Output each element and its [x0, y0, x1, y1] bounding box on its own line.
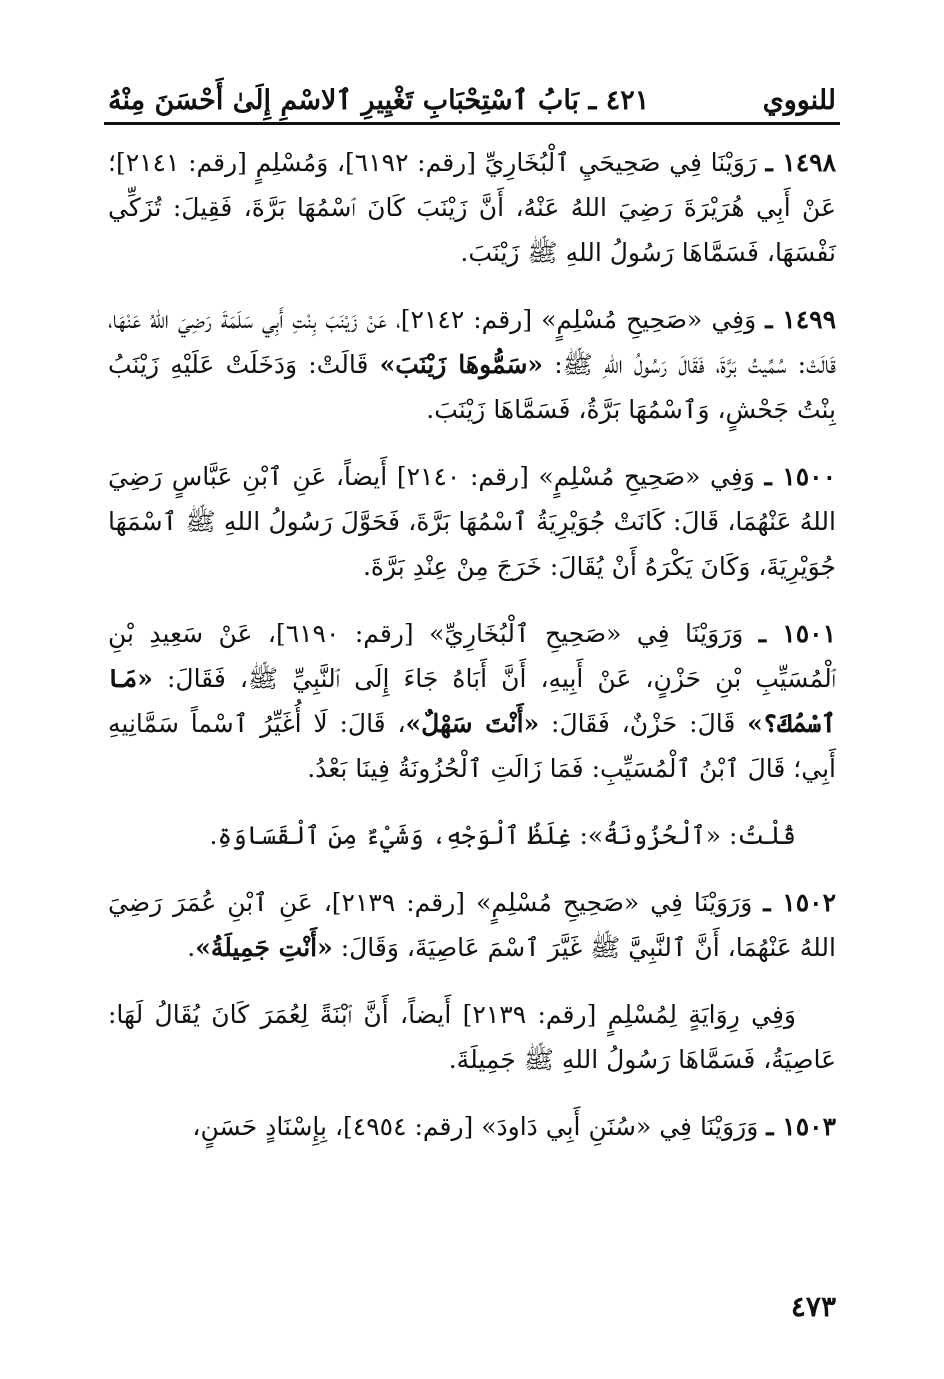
hadith-1501 — [108, 611, 836, 791]
hadith-number: ١٥٠١ ـ — [758, 619, 836, 648]
hadith-1502 — [108, 880, 836, 970]
hadith-text: . — [187, 933, 196, 962]
hadith-text: قَالَتْ: وَدَخَلَتْ عَلَيْهِ زَيْنَبُ بِنْتُ جَحْشٍ، وَٱسْمُهَا بَرَّةُ، فَسَمَّاهَا زَيْنَبَ. — [108, 350, 836, 424]
hadith-text: وَرَوَيْنَا فِي «صَحِيحِ ٱلْبُخَارِيِّ» [رقم: ٦١٩٠]، عَنْ سَعِيدِ بْنِ ٱلْمُسَيِّبِ بْنِ حَزْنٍ، عَنْ أَبِيهِ، أَنَّ أَبَاهُ جَاءَ إِلَى ٱلنَّبِيِّ ﷺ، فَقَالَ: — [108, 619, 836, 693]
page-number: ٤٧٣ — [790, 1290, 836, 1323]
hadith-1500 — [108, 454, 836, 589]
hadith-text: ، قَالَ: لَا أُغَيِّرُ ٱسْماً سَمَّانِيهِ أَبِي؛ قَالَ ٱبْنُ ٱلْمُسَيِّبِ: فَمَا زَالَتِ ٱلْحُزُونَةُ فِينَا بَعْدُ. — [108, 709, 836, 783]
header-rule — [104, 122, 840, 125]
hadith-number: ١٤٩٩ ـ — [765, 305, 836, 334]
hadith-text: وَفِي «صَحِيحِ مُسْلِمٍ» [رقم: ٢١٤٠] أَيضاً، عَنِ ٱبْنِ عَبَّاسٍ رَضِيَ اللهُ عَنْهُمَا، قَالَ: كَانَتْ جُوَيْرِيَةُ ٱسْمُهَا بَرَّةَ، فَحَوَّلَ رَسُولُ اللهِ ﷺ ٱسْمَهَا جُوَيْرِيَةَ، وَكَانَ يَكْرَهُ أَنْ يُقَالَ: خَرَجَ مِنْ عِنْدِ بَرَّةَ. — [108, 462, 836, 581]
prophetic-quote: «مَا ٱسْمُكَ؟» — [108, 664, 837, 738]
hadith-text: رَوَيْنَا فِي صَحِيحَيِ ٱلْبُخَارِيِّ [رقم: ٦١٩٢]، وَمُسْلِمٍ [رقم: ٢١٤١]؛ عَنْ أَبِي هُرَيْرَةَ رَضِيَ اللهُ عَنْهُ، أَنَّ زَيْنَبَ كَانَ ٱسْمُهَا بَرَّةَ، فَقِيلَ: تُزَكِّي نَفْسَهَا، فَسَمَّاهَا رَسُولُ اللهِ ﷺ زَيْنَبَ. — [108, 148, 836, 267]
hadith-text: قَالَ: حَزْنٌ، فَقَالَ: — [539, 709, 748, 738]
prophetic-quote: «سَمُّوهَا زَيْنَبَ» — [379, 350, 544, 379]
hadith-1499 — [108, 297, 836, 432]
running-head — [108, 62, 836, 114]
prophetic-quote: «أَنْتَ سَهْلٌ» — [405, 709, 540, 738]
hadith-1503 — [108, 1104, 836, 1149]
hadith-text: وَفِي رِوَايَةٍ لِمُسْلِمٍ [رقم: ٢١٣٩] أَيضاً، أَنَّ ٱبْنَةً لِعُمَرَ كَانَ يُقَالُ لَهَا: عَاصِيَةُ، فَسَمَّاهَا رَسُولُ اللهِ ﷺ جَمِيلَةَ. — [108, 1000, 836, 1074]
hadith-text: وَرَوَيْنَا فِي «صَحِيحِ مُسْلِمٍ» [رقم: ٢١٣٩]، عَنِ ٱبْنِ عُمَرَ رَضِيَ اللهُ عَنْهُمَا، أَنَّ ٱلنَّبِيَّ ﷺ غَيَّرَ ٱسْمَ عَاصِيَةَ، وَقَالَ: — [108, 888, 836, 962]
note-text: قُلْتُ: «ٱلْحُزُونَةُ»: غِلَظُ ٱلْوَجْهِ، وَشَيْءٌ مِنَ ٱلْقَسَاوَةِ. — [209, 821, 796, 850]
hadith-1498 — [108, 140, 836, 275]
hadith-text: وَفِي «صَحِيحِ مُسْلِمٍ» [رقم: ٢١٤٢]، عَنْ زَيْنَبَ بِنْتِ أَبِي سَلَمَةَ رَضِيَ اللهُ عَنْهَا، قَالَتْ: سُمِّيتُ بَرَّةَ، فَقَالَ رَسُولُ اللهِ ﷺ: — [108, 305, 837, 379]
hadith-number: ١٥٠٠ ـ — [764, 462, 836, 491]
hadith-number: ١٤٩٨ ـ — [765, 148, 836, 177]
hadith-number: ١٥٠٢ ـ — [763, 888, 837, 917]
hadith-text: وَرَوَيْنَا فِي «سُنَنِ أَبِي دَاودَ» [رقم: ٤٩٥٤]، بِإِسْنَادٍ حَسَنٍ، — [192, 1112, 759, 1141]
hadith-number: ١٥٠٣ ـ — [766, 1112, 836, 1141]
chapter-title: ٤٢١ ـ بَابُ ٱسْتِحْبَابِ تَغْيِيرِ ٱلاسْمِ إِلَىٰ أَحْسَنَ مِنْهُ — [108, 85, 650, 116]
book-name: للنووي — [762, 85, 836, 116]
author-note — [108, 813, 836, 858]
narration-variant — [108, 992, 836, 1082]
text-body — [108, 140, 836, 1171]
prophetic-quote: «أَنْتِ جَمِيلَةُ» — [195, 933, 333, 962]
